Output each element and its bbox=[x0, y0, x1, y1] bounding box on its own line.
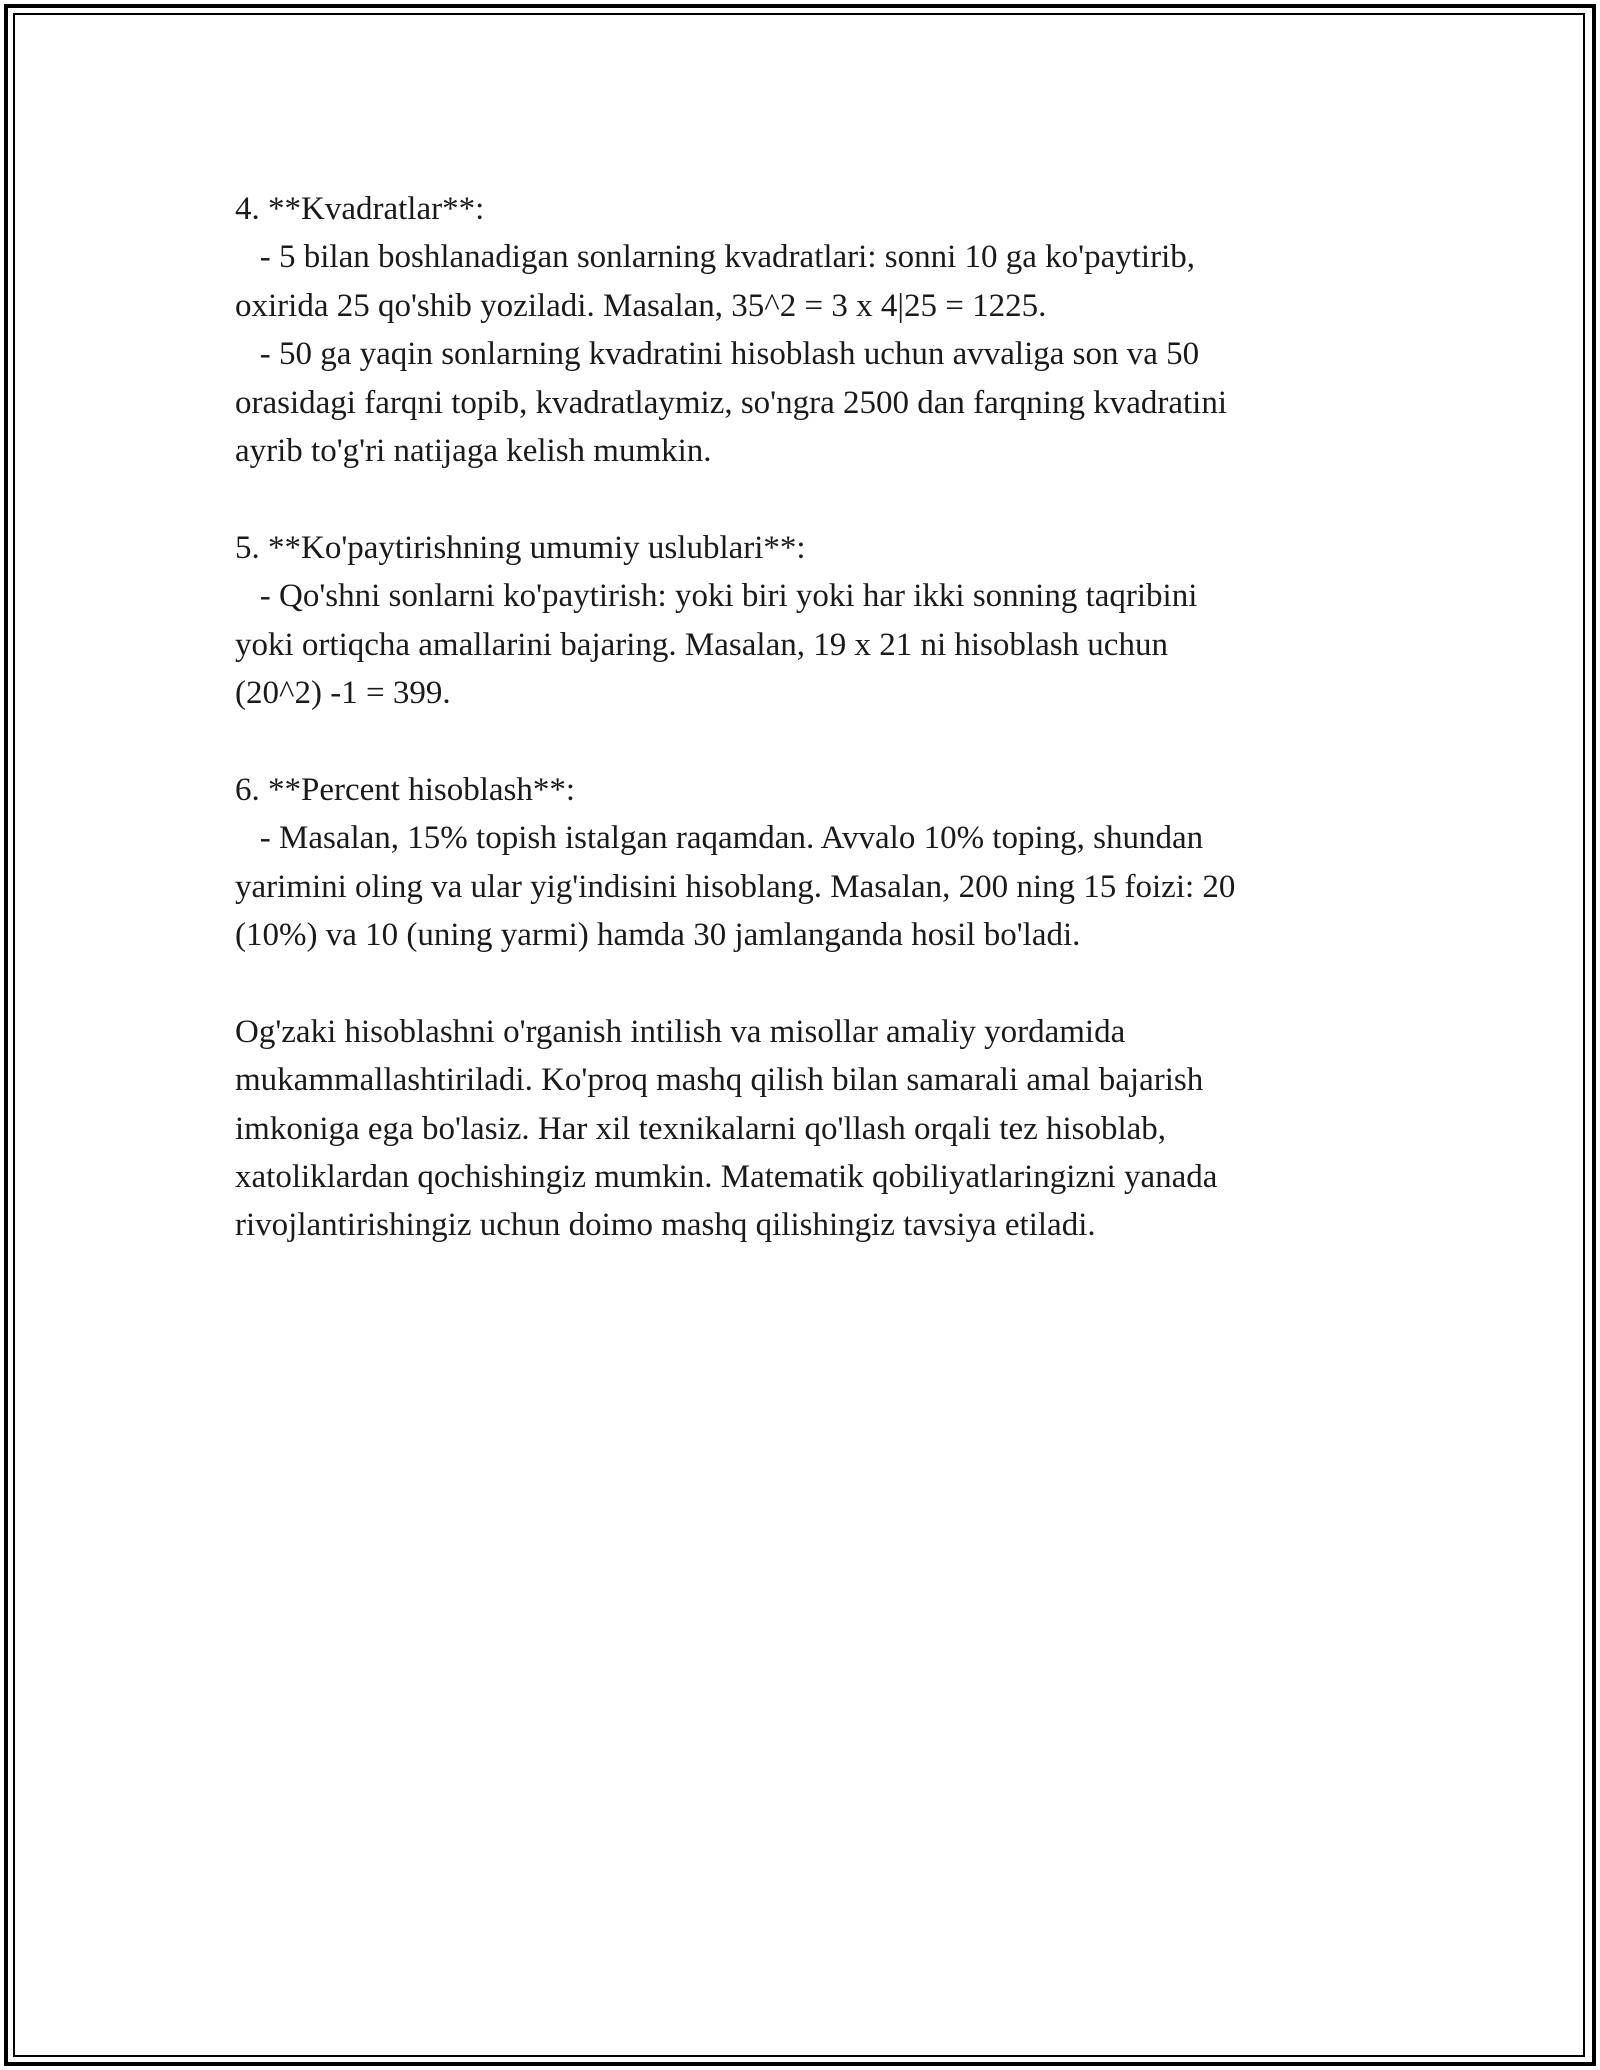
text-line: yoki ortiqcha amallarini bajaring. Masalan, 19 x 21 ni hisoblash uchun bbox=[235, 626, 1168, 663]
text-line: (20^2) -1 = 399. bbox=[235, 675, 451, 712]
text-line: orasidagi farqni topib, kvadratlaymiz, so'ngra 2500 dan farqning kvadratini bbox=[235, 384, 1227, 421]
text-line: - Masalan, 15% topish istalgan raqamdan. Avvalo 10% toping, shundan bbox=[235, 820, 1204, 857]
conclusion-paragraph bbox=[235, 1008, 1375, 1250]
text-line: mukammallashtiriladi. Ko'proq mashq qilish bilan samarali amal bajarish bbox=[235, 1062, 1204, 1099]
section-kvadratlar bbox=[235, 185, 1375, 475]
section-heading: 5. **Ko'paytirishning umumiy uslublari**: bbox=[235, 529, 806, 566]
section-heading: 4. **Kvadratlar**: bbox=[235, 191, 485, 227]
section-kopaytirish bbox=[235, 524, 1375, 718]
text-line: xatoliklardan qochishingiz mumkin. Matematik qobiliyatlaringizni yanada bbox=[235, 1159, 1218, 1196]
text-line: rivojlantirishingiz uchun doimo mashq qilishingiz tavsiya etiladi. bbox=[235, 1207, 1096, 1244]
section-percent bbox=[235, 766, 1375, 960]
text-line: imkoniga ega bo'lasiz. Har xil texnikalarni qo'llash orqali tez hisoblab, bbox=[235, 1110, 1167, 1147]
text-line: ayrib to'g'ri natijaga kelish mumkin. bbox=[235, 433, 712, 470]
text-line: oxirida 25 qo'shib yoziladi. Masalan, 35^2 = 3 x 4|25 = 1225. bbox=[235, 287, 1047, 324]
document-body bbox=[235, 185, 1375, 1298]
text-line: - Qo'shni sonlarni ko'paytirish: yoki biri yoki har ikki sonning taqribini bbox=[235, 578, 1198, 615]
text-line: Og'zaki hisoblashni o'rganish intilish va misollar amaliy yordamida bbox=[235, 1013, 1126, 1050]
text-line: yarimini oling va ular yig'indisini hisoblang. Masalan, 200 ning 15 foizi: 20 bbox=[235, 868, 1236, 905]
text-line: - 50 ga yaqin sonlarning kvadratini hisoblash uchun avvaliga son va 50 bbox=[235, 336, 1200, 373]
text-line: (10%) va 10 (uning yarmi) hamda 30 jamlanganda hosil bo'ladi. bbox=[235, 917, 1081, 954]
section-heading: 6. **Percent hisoblash**: bbox=[235, 771, 576, 808]
text-line: - 5 bilan boshlanadigan sonlarning kvadratlari: sonni 10 ga ko'paytirib, bbox=[235, 239, 1195, 276]
